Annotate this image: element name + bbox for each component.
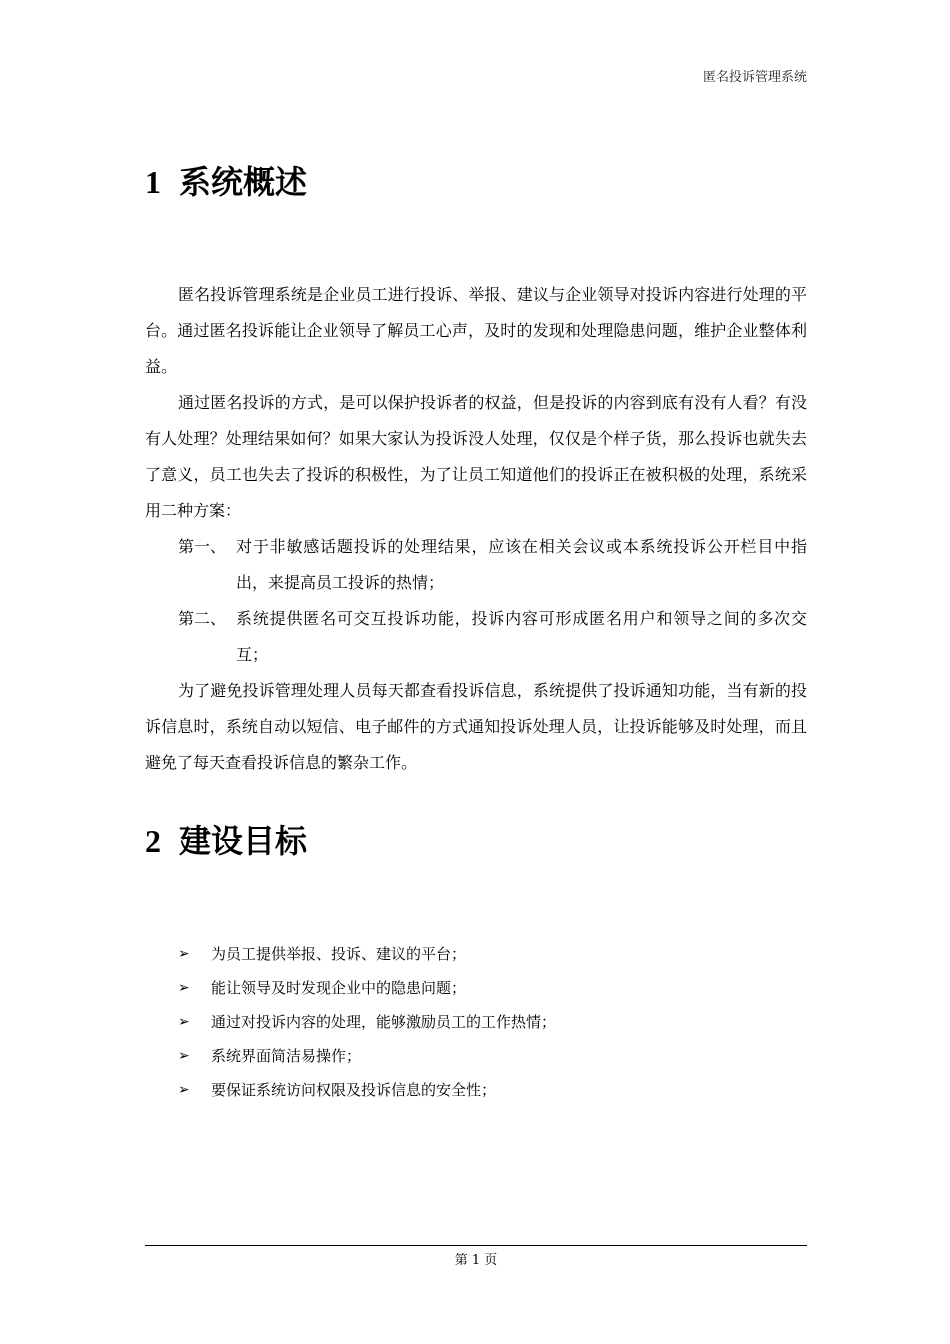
item-marker: 第一、 (178, 537, 227, 556)
paragraph: 通过匿名投诉的方式，是可以保护投诉者的权益，但是投诉的内容到底有没有人看？有没有人处理？处理结果如何？如果大家认为投诉没人处理，仅仅是个样子货，那么投诉也就失去了意义，员工也失去了投诉的积极性，为了让员工知道他们的投诉正在被积极的处理，系统采用二种方案： (145, 393, 807, 520)
numbered-item (145, 529, 807, 601)
list-item (178, 937, 556, 971)
page-header: 匿名投诉管理系统 (702, 70, 807, 85)
page-number: 第 1 页 (454, 1253, 498, 1268)
list-item-text: 为员工提供举报、投诉、建议的平台； (211, 945, 467, 963)
list-item-text: 通过对投诉内容的处理，能够激励员工的工作热情； (211, 1013, 557, 1031)
section-1-body (145, 277, 807, 781)
arrow-bullet-icon: ➢ (178, 1048, 190, 1064)
arrow-bullet-icon: ➢ (178, 1082, 190, 1098)
list-item (178, 971, 556, 1005)
arrow-bullet-icon: ➢ (178, 1014, 190, 1030)
section-heading-1 (145, 157, 307, 203)
goals-list (178, 937, 556, 1107)
item-text: 对于非敏感话题投诉的处理结果，应该在相关会议或本系统投诉公开栏目中指出，来提高员工投诉的热情； (236, 537, 807, 592)
arrow-bullet-icon: ➢ (178, 946, 190, 962)
numbered-item (145, 601, 807, 673)
list-item (178, 1005, 556, 1039)
list-item (178, 1039, 556, 1073)
section-heading-2 (145, 816, 307, 862)
paragraph: 为了避免投诉管理处理人员每天都查看投诉信息，系统提供了投诉通知功能，当有新的投诉信息时，系统自动以短信、电子邮件的方式通知投诉处理人员，让投诉能够及时处理，而且避免了每天查看投诉信息的繁杂工作。 (145, 681, 807, 772)
section-number: 2 (145, 823, 161, 859)
list-item-text: 要保证系统访问权限及投诉信息的安全性； (211, 1081, 497, 1099)
section-title: 建设目标 (179, 822, 308, 860)
item-marker: 第二、 (178, 609, 227, 628)
item-text: 系统提供匿名可交互投诉功能，投诉内容可形成匿名用户和领导之间的多次交互； (236, 609, 807, 664)
section-title: 系统概述 (179, 163, 308, 201)
paragraph: 匿名投诉管理系统是企业员工进行投诉、举报、建议与企业领导对投诉内容进行处理的平台。通过匿名投诉能让企业领导了解员工心声，及时的发现和处理隐患问题，维护企业整体利益。 (145, 285, 807, 376)
arrow-bullet-icon: ➢ (178, 980, 190, 996)
list-item-text: 系统界面简洁易操作； (211, 1047, 362, 1065)
footer-divider (145, 1245, 807, 1246)
list-item-text: 能让领导及时发现企业中的隐患问题； (211, 979, 467, 997)
list-item (178, 1073, 556, 1107)
section-number: 1 (145, 164, 161, 200)
